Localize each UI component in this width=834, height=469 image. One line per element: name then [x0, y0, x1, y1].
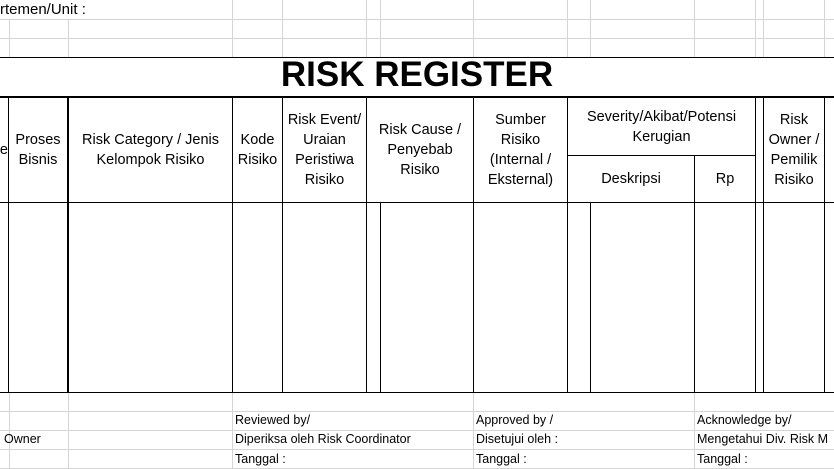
gridline	[694, 0, 695, 57]
gridline	[9, 19, 10, 57]
page-title: RISK REGISTER	[280, 55, 554, 94]
gridline	[763, 0, 764, 57]
gridline	[0, 19, 834, 20]
header-sumber-risiko[interactable]: Sumber Risiko (Internal / Eksternal)	[487, 112, 554, 188]
department-label: rtemen/Unit :	[0, 1, 86, 18]
gridline	[824, 0, 825, 57]
footer-disetujui: Disetujui oleh :	[476, 432, 558, 446]
header-risk-event[interactable]: Risk Event/ Uraian Peristiwa Risiko	[287, 112, 362, 188]
gridline	[68, 393, 69, 469]
footer-tanggal-reviewed: Tanggal :	[235, 452, 286, 466]
header-risk-owner[interactable]: Risk Owner / Pemilik Risiko	[768, 112, 820, 188]
footer-reviewed-by: Reviewed by/	[235, 413, 311, 427]
footer-diperiksa: Diperiksa oleh Risk Coordinator	[235, 432, 411, 446]
header-deskripsi[interactable]: Deskripsi	[601, 171, 661, 187]
footer-owner: Owner	[4, 432, 41, 446]
gridline	[590, 0, 591, 57]
gridline	[0, 38, 834, 39]
gridline	[473, 0, 474, 57]
footer-approved-by: Approved by /	[476, 413, 554, 427]
gridline	[567, 0, 568, 57]
header-kode-risiko[interactable]: Kode Risiko	[237, 132, 278, 168]
gridline	[366, 0, 367, 57]
footer-acknowledge-by: Acknowledge by/	[697, 413, 792, 427]
footer-tanggal-acknowledge: Tanggal :	[697, 452, 748, 466]
header-risk-cause[interactable]: Risk Cause / Penyebab Risiko	[378, 122, 462, 178]
gridline	[282, 0, 283, 57]
gridline	[68, 19, 69, 57]
table-bottom-border	[0, 392, 834, 393]
gridline	[232, 0, 233, 57]
gridline	[380, 0, 381, 57]
header-rp[interactable]: Rp	[715, 171, 735, 187]
header-partial-left[interactable]: e	[0, 142, 8, 158]
gridline	[694, 393, 695, 469]
footer-tanggal-approved: Tanggal :	[476, 452, 527, 466]
gridline	[473, 393, 474, 469]
footer-mengetahui: Mengetahui Div. Risk M	[697, 432, 829, 446]
header-risk-category[interactable]: Risk Category / Jenis Kelompok Risiko	[82, 132, 219, 168]
data-area[interactable]	[0, 203, 834, 392]
gridline	[232, 393, 233, 469]
gridline	[755, 0, 756, 57]
header-severity[interactable]: Severity/Akibat/Potensi Kerugian	[586, 108, 737, 145]
header-proses-bisnis[interactable]: Proses Bisnis	[15, 132, 61, 168]
